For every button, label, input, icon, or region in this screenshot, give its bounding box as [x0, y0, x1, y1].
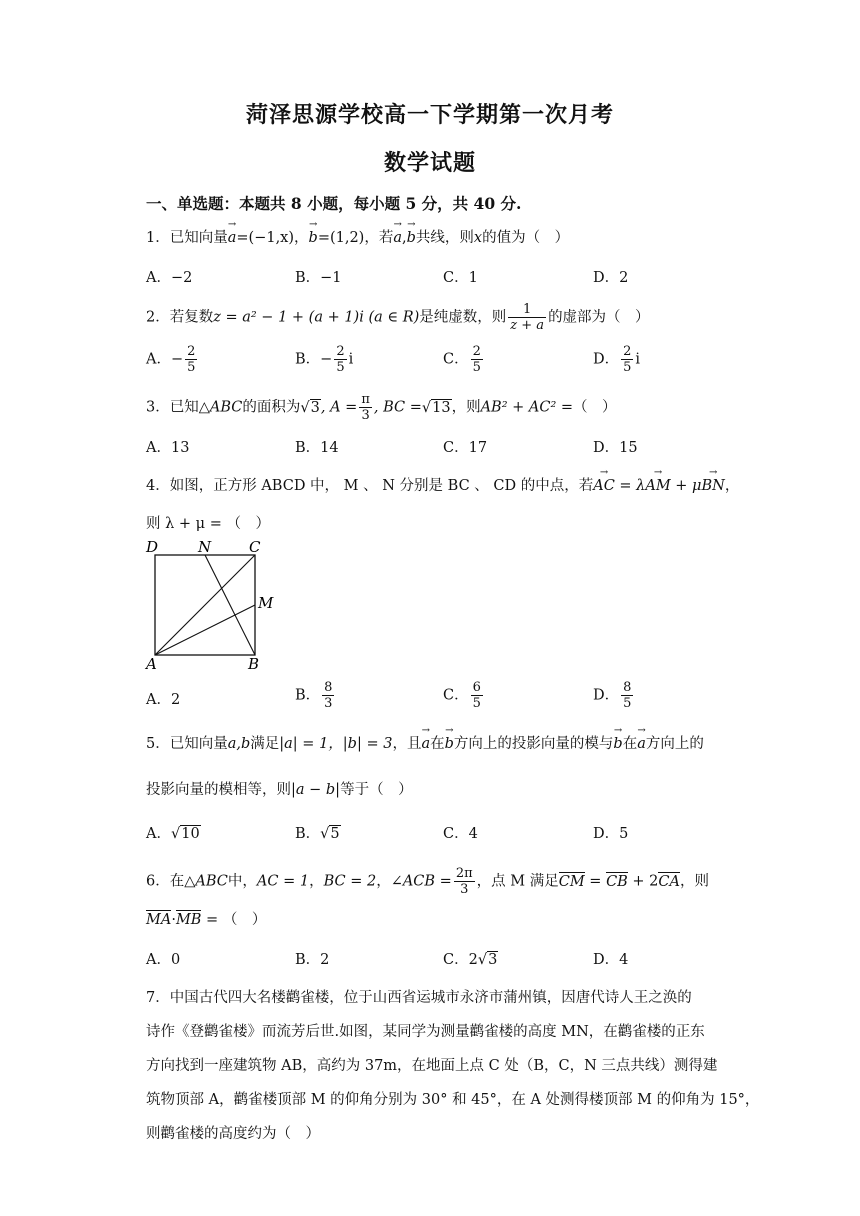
- q4-option-c[interactable]: C． $\frac{6}{5}$: [443, 680, 481, 711]
- segment-bn: [205, 555, 255, 655]
- q5-option-b[interactable]: B．√5: [295, 826, 340, 842]
- q6-option-a[interactable]: A．0: [146, 952, 181, 968]
- q2-option-d[interactable]: D． $\frac{2}{5}$ i: [593, 344, 641, 375]
- q4-option-b[interactable]: B． $\frac{8}{3}$: [295, 680, 333, 711]
- question-4-line-2: 则 λ + μ = （ ）: [146, 516, 270, 532]
- q4-option-d[interactable]: D． $\frac{8}{5}$: [593, 680, 632, 711]
- question-6: 6．在△ABC中，AC = 1，BC = 2，∠ACB = $\frac{2\pi}{3}$ ，点 M 满足CM = CB + 2CA，则: [146, 866, 709, 897]
- segment-am: [155, 605, 255, 655]
- page-subtitle: 数学试题: [383, 150, 476, 176]
- question-7-line-2: 诗作《登鹳雀楼》而流芳后世.如图，某同学为测量鹳雀楼的高度 MN，在鹳雀楼的正东: [146, 1024, 705, 1040]
- q6-option-c[interactable]: C．2√3: [443, 952, 498, 968]
- q5-option-a[interactable]: A．√10: [146, 826, 200, 842]
- q3-option-b[interactable]: B．14: [295, 440, 339, 456]
- page-title: 菏泽思源学校高一下学期第一次月考: [245, 102, 614, 128]
- q2-option-a[interactable]: A．− $\frac{2}{5}$: [146, 344, 196, 375]
- question-4: 4．如图，正方形 ABCD 中， M 、 N 分别是 BC 、 CD 的中点，若→ AC = λ→ AM + μ→ BN，: [146, 474, 739, 495]
- question-5-line-2: 投影向量的模相等，则|a − b|等于（ ）: [146, 782, 413, 798]
- q3-option-d[interactable]: D．15: [593, 440, 638, 456]
- q2-option-c[interactable]: C． $\frac{2}{5}$: [443, 344, 481, 375]
- label-n: N: [198, 538, 212, 556]
- segment-ac: [155, 555, 255, 655]
- label-c: C: [249, 538, 261, 556]
- q6-option-b[interactable]: B．2: [295, 952, 330, 968]
- q3-option-c[interactable]: C．17: [443, 440, 488, 456]
- q4-option-a[interactable]: A．2: [146, 692, 181, 708]
- q1-option-b[interactable]: B．−1: [295, 270, 342, 286]
- square-figure: [140, 538, 280, 673]
- question-5: 5．已知向量a,b满足|a| = 1，|b| = 3，且→ a在→ b方向上的投影向量的模与→ b在→ a方向上的: [146, 732, 704, 753]
- q1-option-c[interactable]: C．1: [443, 270, 478, 286]
- label-b: B: [248, 655, 260, 673]
- q3-option-a[interactable]: A．13: [146, 440, 190, 456]
- q2-option-b[interactable]: B．− $\frac{2}{5}$ i: [295, 344, 354, 375]
- question-7-line-3: 方向找到一座建筑物 AB，高约为 37m，在地面上点 C 处（B，C，N 三点共线）测得建: [146, 1058, 718, 1074]
- section-heading: 一、单选题：本题共 8 小题，每小题 5 分，共 40 分.: [146, 194, 522, 213]
- question-7-line-4: 筑物顶部 A，鹳雀楼顶部 M 的仰角分别为 30° 和 45°，在 A 处测得楼顶部 M 的仰角为 15°，: [146, 1092, 760, 1108]
- q5-option-d[interactable]: D．5: [593, 826, 629, 842]
- question-3: 3．已知△ABC的面积为√3, A = $\frac{\pi}{3}$ , BC =√13，则AB² + AC² =（ ）: [146, 392, 617, 423]
- label-d: D: [146, 538, 159, 556]
- label-m: M: [258, 594, 274, 612]
- q1-option-a[interactable]: A．−2: [146, 270, 193, 286]
- label-a: A: [146, 655, 157, 673]
- q5-option-c[interactable]: C．4: [443, 826, 478, 842]
- question-2: 2．若复数z = a² − 1 + (a + 1)i (a ∈ R)是纯虚数，则 $\frac{1}{z + a}$ 的虚部为（ ）: [146, 302, 650, 333]
- question-6-line-2: MA·MB = （ ）: [146, 912, 267, 928]
- q6-option-d[interactable]: D．4: [593, 952, 629, 968]
- question-7-line-5: 则鹳雀楼的高度约为（ ）: [146, 1126, 320, 1142]
- question-1: 1．已知向量→ a=(−1,x)，→ b=(1,2)，若→ a,→ b共线，则x的值为（ ）: [146, 226, 569, 247]
- question-7-line-1: 7．中国古代四大名楼鹳雀楼，位于山西省运城市永济市蒲州镇，因唐代诗人王之涣的: [146, 990, 692, 1006]
- q1-option-d[interactable]: D．2: [593, 270, 629, 286]
